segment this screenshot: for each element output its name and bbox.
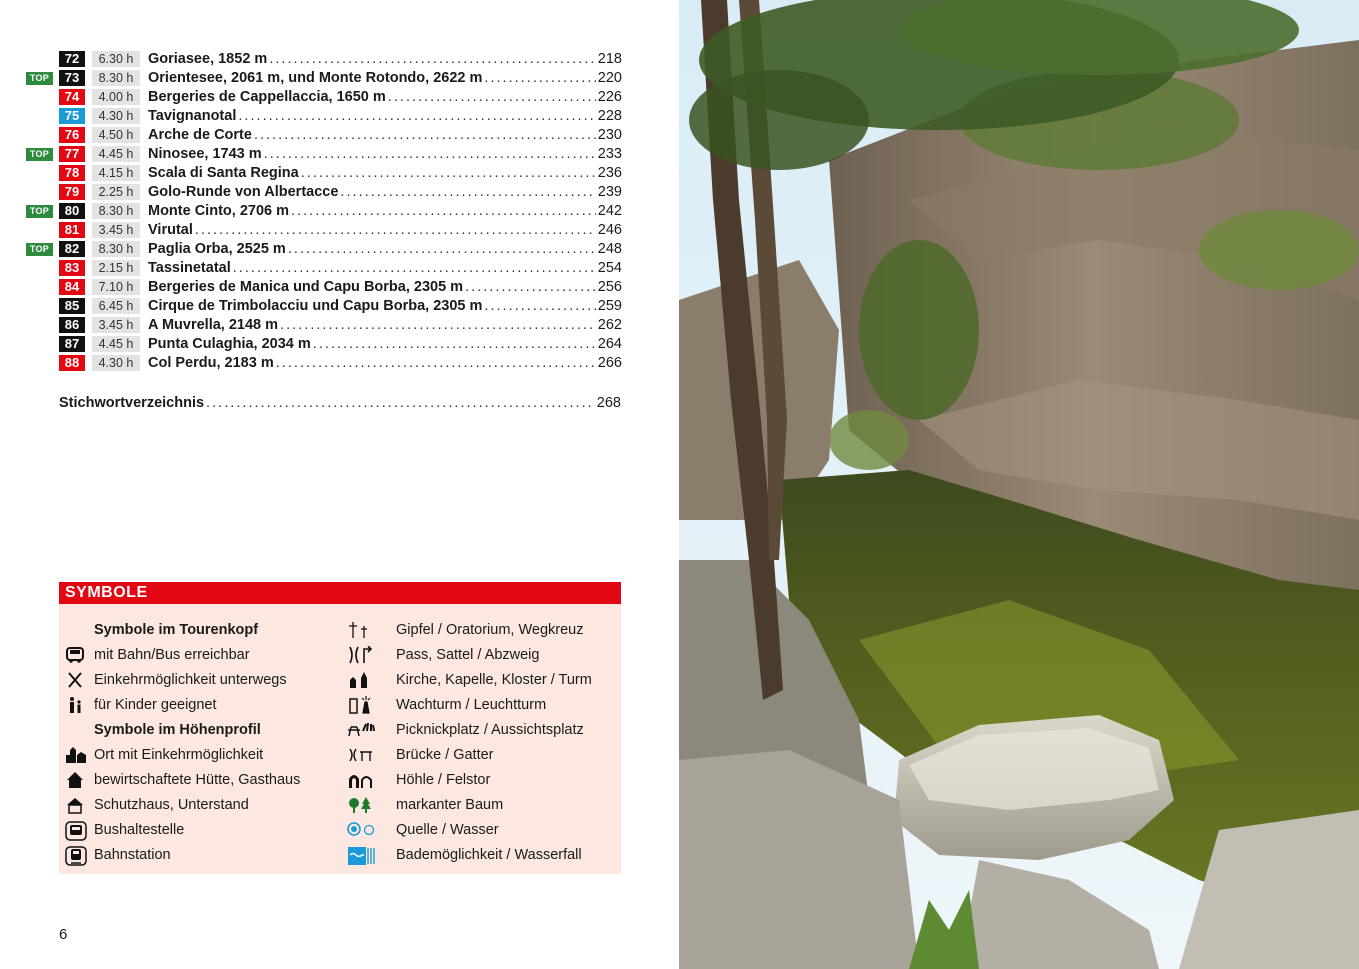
toc-row[interactable] [24, 221, 622, 240]
tour-time: 2.15 h [92, 260, 140, 276]
tour-title: Punta Culaghia, 2034 m [148, 336, 311, 352]
symbols-header: SYMBOLE [59, 582, 621, 604]
hut-icon [65, 771, 89, 791]
symbol-label: Picknickplatz / Aussichtsplatz [396, 722, 584, 738]
symbol-label: Bushaltestelle [94, 822, 185, 838]
tree-icon [347, 796, 371, 816]
tour-page: 259 [597, 298, 622, 314]
tour-page: 262 [597, 317, 622, 333]
tour-title-line [148, 164, 622, 183]
tour-title: Virutal [148, 222, 193, 238]
tour-time: 6.45 h [92, 298, 140, 314]
leader-dots [195, 221, 596, 240]
tour-page: 228 [597, 108, 622, 124]
tour-title: Paglia Orba, 2525 m [148, 241, 286, 257]
symbol-label: Gipfel / Oratorium, Wegkreuz [396, 622, 584, 638]
tour-page: 218 [597, 51, 622, 67]
tour-title: Monte Cinto, 2706 m [148, 203, 289, 219]
symbol-label: Ort mit Einkehrmöglichkeit [94, 747, 264, 763]
leader-dots [233, 259, 596, 278]
tour-title: Bergeries de Cappellaccia, 1650 m [148, 89, 386, 105]
leader-dots [276, 354, 596, 373]
spring-water-icon [347, 821, 371, 841]
tour-title-line [148, 316, 622, 335]
tour-title-line [148, 50, 622, 69]
toc-row[interactable] [24, 335, 622, 354]
tour-number: 79 [59, 184, 85, 200]
symbol-label: Kirche, Kapelle, Kloster / Turm [396, 672, 592, 688]
tour-title: Golo-Runde von Albertacce [148, 184, 339, 200]
tour-page: 220 [597, 70, 622, 86]
picnic-viewpoint-icon [347, 721, 371, 741]
tour-title-line [148, 107, 622, 126]
top-badge: TOP [26, 205, 53, 218]
tour-title-line [148, 354, 622, 373]
tour-title-line [148, 202, 622, 221]
toc-row[interactable] [24, 202, 622, 221]
tour-number: 80 [59, 203, 85, 219]
tour-time: 3.45 h [92, 222, 140, 238]
symbol-label: Brücke / Gatter [396, 747, 494, 763]
shelter-icon [65, 796, 89, 816]
tour-title: Cirque de Trimbolacciu und Capu Borba, 2305 m [148, 298, 483, 314]
bathing-waterfall-icon [347, 846, 371, 866]
tour-number: 85 [59, 298, 85, 314]
table-of-contents [24, 50, 622, 373]
tour-time: 4.00 h [92, 89, 140, 105]
tour-time: 4.50 h [92, 127, 140, 143]
toc-row[interactable] [24, 278, 622, 297]
tour-time: 4.15 h [92, 165, 140, 181]
tour-time: 6.30 h [92, 51, 140, 67]
tour-title: Scala di Santa Regina [148, 165, 299, 181]
toc-row[interactable] [24, 297, 622, 316]
top-badge: TOP [26, 148, 53, 161]
family-icon [65, 696, 89, 716]
river-gorge-image [679, 0, 1359, 969]
tour-time: 8.30 h [92, 203, 140, 219]
toc-row[interactable] [24, 354, 622, 373]
top-badge: TOP [26, 72, 53, 85]
tower-lighthouse-icon [347, 696, 371, 716]
top-badge: TOP [26, 243, 53, 256]
index-page: 268 [596, 395, 621, 411]
tour-title: Tassinetatal [148, 260, 231, 276]
tour-time: 3.45 h [92, 317, 140, 333]
tour-number: 75 [59, 108, 85, 124]
tour-time: 4.45 h [92, 146, 140, 162]
tour-page: 239 [597, 184, 622, 200]
golo-river-photo [679, 0, 1359, 969]
tour-number: 88 [59, 355, 85, 371]
symbol-label: für Kinder geeignet [94, 697, 217, 713]
leader-dots [291, 202, 596, 221]
tour-time: 2.25 h [92, 184, 140, 200]
tour-time: 8.30 h [92, 70, 140, 86]
symbol-label: Symbole im Tourenkopf [94, 622, 259, 638]
tour-page: 236 [597, 165, 622, 181]
tour-number: 83 [59, 260, 85, 276]
tour-title-line [148, 69, 622, 88]
summit-cross-icon [347, 621, 371, 641]
symbols-legend [59, 582, 621, 874]
tour-page: 246 [597, 222, 622, 238]
tour-title-line [148, 297, 622, 316]
leader-dots [288, 240, 596, 259]
tour-time: 4.45 h [92, 336, 140, 352]
symbol-label: Einkehrmöglichkeit unterwegs [94, 672, 287, 688]
tour-page: 264 [597, 336, 622, 352]
toc-row[interactable] [24, 316, 622, 335]
leader-dots [313, 335, 596, 354]
tour-number: 78 [59, 165, 85, 181]
tour-title: Orientesee, 2061 m, und Monte Rotondo, 2622 m [148, 70, 483, 86]
leader-dots [484, 297, 595, 316]
tour-number: 84 [59, 279, 85, 295]
bus-icon [65, 646, 89, 666]
tour-time: 4.30 h [92, 108, 140, 124]
toc-row[interactable] [24, 69, 622, 88]
tour-number: 81 [59, 222, 85, 238]
tour-time: 7.10 h [92, 279, 140, 295]
village-icon [65, 746, 89, 766]
leader-dots [264, 145, 596, 164]
tour-number: 87 [59, 336, 85, 352]
leader-dots [340, 183, 595, 202]
tour-title: A Muvrella, 2148 m [148, 317, 279, 333]
church-icon [347, 671, 371, 691]
leader-dots [280, 316, 596, 335]
toc-row[interactable] [24, 183, 622, 202]
leader-dots [269, 50, 595, 69]
tour-time: 4.30 h [92, 355, 140, 371]
tour-number: 73 [59, 70, 85, 86]
toc-row[interactable] [24, 164, 622, 183]
toc-row[interactable] [24, 259, 622, 278]
tour-title-line [148, 335, 622, 354]
tour-title-line [148, 278, 622, 297]
toc-row[interactable] [24, 145, 622, 164]
tour-page: 242 [597, 203, 622, 219]
symbol-label: Schutzhaus, Unterstand [94, 797, 249, 813]
tour-page: 266 [597, 355, 622, 371]
left-page [0, 0, 679, 969]
bridge-gate-icon [347, 746, 371, 766]
tour-title-line [148, 88, 622, 107]
tour-page: 230 [597, 127, 622, 143]
symbol-label: Höhle / Felstor [396, 772, 491, 788]
tour-title: Arche de Corte [148, 127, 252, 143]
tour-title: Bergeries de Manica und Capu Borba, 2305 m [148, 279, 464, 295]
tour-number: 86 [59, 317, 85, 333]
symbol-label: mit Bahn/Bus erreichbar [94, 647, 250, 663]
tour-number: 76 [59, 127, 85, 143]
symbol-label: Quelle / Wasser [396, 822, 499, 838]
toc-row[interactable] [24, 126, 622, 145]
leader-dots [254, 126, 596, 145]
tour-title: Ninosee, 1743 m [148, 146, 262, 162]
index-entry[interactable] [59, 394, 621, 413]
symbol-label: Symbole im Höhenprofil [94, 722, 261, 738]
symbol-label: Bahnstation [94, 847, 171, 863]
tour-title-line [148, 126, 622, 145]
tour-title-line [148, 221, 622, 240]
symbol-label: Pass, Sattel / Abzweig [396, 647, 540, 663]
train-station-icon [65, 846, 89, 866]
leader-dots [206, 394, 595, 413]
toc-row[interactable] [24, 88, 622, 107]
leader-dots [465, 278, 596, 297]
tour-page: 256 [597, 279, 622, 295]
fork-knife-icon [65, 671, 89, 691]
toc-row[interactable] [24, 50, 622, 69]
pass-junction-icon [347, 646, 371, 666]
symbol-label: Wachturm / Leuchtturm [396, 697, 547, 713]
tour-page: 248 [597, 241, 622, 257]
tour-title: Goriasee, 1852 m [148, 51, 268, 67]
tour-page: 226 [597, 89, 622, 105]
leader-dots [238, 107, 595, 126]
tour-title: Tavignanotal [148, 108, 237, 124]
tour-number: 74 [59, 89, 85, 105]
page-number: 6 [59, 926, 68, 943]
tour-time: 8.30 h [92, 241, 140, 257]
leader-dots [484, 69, 595, 88]
cave-arch-icon [347, 771, 371, 791]
tour-number: 72 [59, 51, 85, 67]
symbol-label: bewirtschaftete Hütte, Gasthaus [94, 772, 301, 788]
leader-dots [301, 164, 596, 183]
toc-row[interactable] [24, 240, 622, 259]
tour-page: 233 [597, 146, 622, 162]
tour-page: 254 [597, 260, 622, 276]
leader-dots [388, 88, 596, 107]
tour-title: Col Perdu, 2183 m [148, 355, 274, 371]
tour-number: 77 [59, 146, 85, 162]
tour-title-line [148, 240, 622, 259]
tour-title-line [148, 259, 622, 278]
symbol-label: Bademöglichkeit / Wasserfall [396, 847, 582, 863]
toc-row[interactable] [24, 107, 622, 126]
tour-title-line [148, 183, 622, 202]
index-title: Stichwortverzeichnis [59, 395, 205, 411]
symbol-label: markanter Baum [396, 797, 504, 813]
tour-title-line [148, 145, 622, 164]
tour-number: 82 [59, 241, 85, 257]
bus-stop-icon [65, 821, 89, 841]
